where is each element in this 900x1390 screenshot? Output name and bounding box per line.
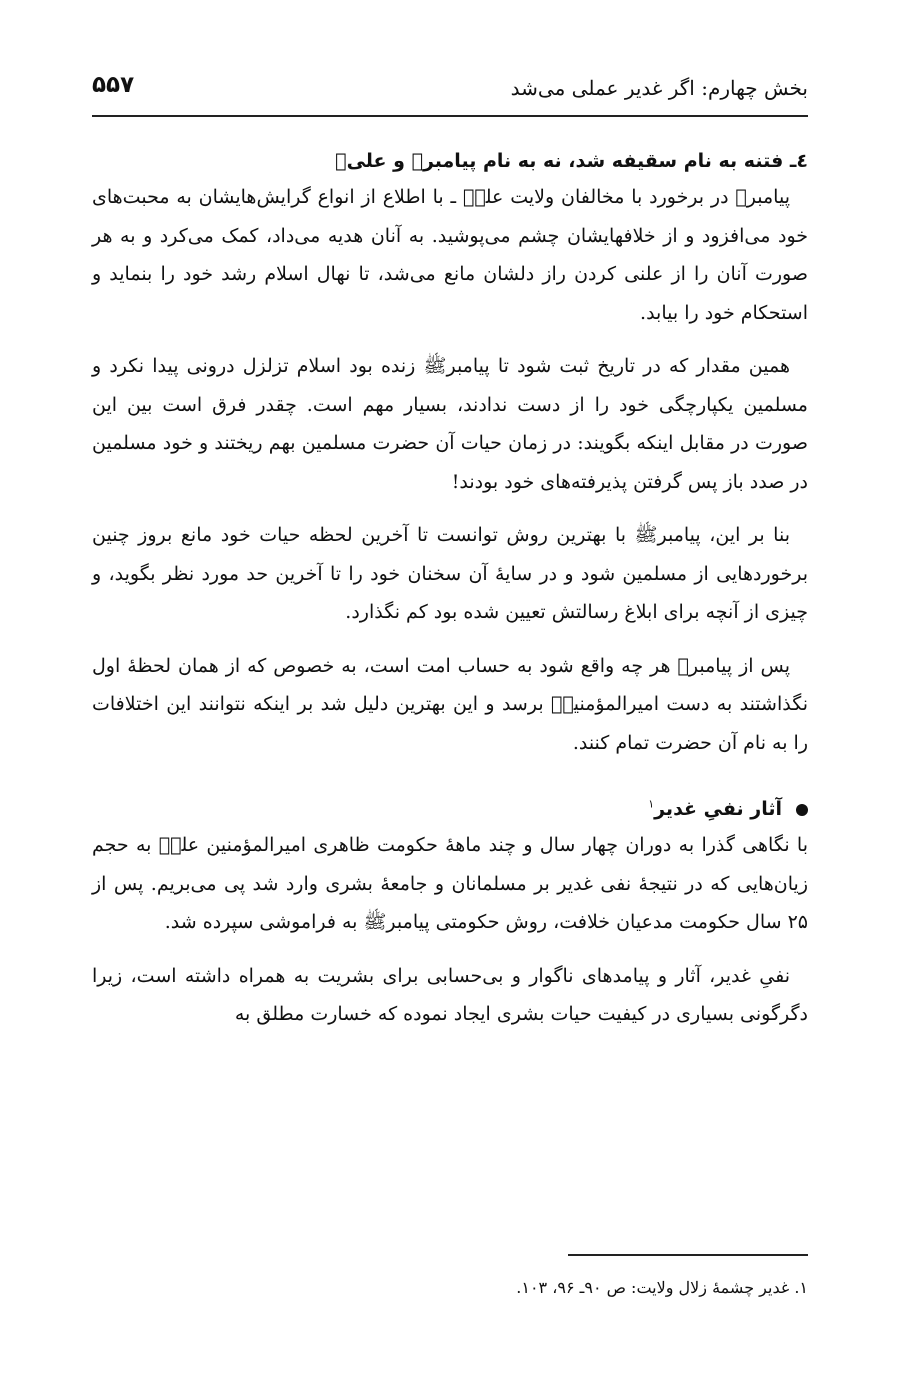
- header-rule: [92, 115, 808, 117]
- page-number: ۵۵۷: [92, 72, 135, 98]
- body-paragraph: بنا بر این، پیامبرﷺ با بهترین روش توانست تا آخرین لحظه حیات خود مانع بروز چنین برخوردهایی از مسلمین شود و در سایهٔ آن سخنان خود را تا آخرین حد مورد نظر بگوید، و چیزی از آنچه برای ابلاغ رسالتش تعیین شده بود کم نگذارد.: [92, 524, 808, 623]
- footnote-reference[interactable]: ۱: [648, 797, 655, 811]
- body-paragraph: همین مقدار که در تاریخ ثبت شود تا پیامبرﷺ زنده بود اسلام تزلزل درونی پیدا نکرد و مسلمین یکپارچگی خود را از دست ندادند، بسیار مهم است. چقدر فرق است بین این صورت در مقابل اینکه بگویند: در زمان حیات آن حضرت مسلمین بهم ریختند و خود مسلمین در صدد باز پس گرفتن پذیرفته‌های خود بودند!: [92, 355, 808, 493]
- subsection-heading-text: آثار نفیِ غدیر: [654, 798, 782, 820]
- section-heading: ٤ـ فتنه به نام سقیفه شد، نه به نام پیامبرﷺ و علیؑ: [335, 150, 808, 172]
- body-paragraph: با نگاهی گذرا به دوران چهار سال و چند ماههٔ حکومت ظاهری امیرالمؤمنین علیؑ به حجم زیان‌هایی که در نتیجهٔ نفی غدیر بر مسلمانان و جامعهٔ بشری وارد شد پی می‌بریم. پس از ۲۵ سال حکومت مدعیان خلافت، روش حکومتی پیامبرﷺ به فراموشی سپرده شد.: [92, 834, 808, 933]
- body-paragraph: نفیِ غدیر، آثار و پیامدهای ناگوار و بی‌حسابی برای بشریت به همراه داشته است، زیرا دگرگونی بسیاری در کیفیت حیات بشری ایجاد نموده که خسارت مطلق به: [92, 964, 808, 1025]
- body-paragraph: پس از پیامبرﷺ هر چه واقع شود به حساب امت است، به خصوص که از همان لحظهٔ اول نگذاشتند به دست امیرالمؤمنینؑ برسد و این بهترین دلیل شد بر اینکه نتوانند این اختلافات را به نام آن حضرت تمام کنند.: [92, 654, 808, 754]
- bullet-icon: [796, 804, 808, 816]
- page-body: [92, 146, 808, 1049]
- page-header: [92, 68, 808, 112]
- running-title: بخش چهارم: اگر غدیر عملی می‌شد: [510, 76, 808, 100]
- body-paragraph: پیامبرﷺ در برخورد با مخالفان ولایت علیؑ ـ با اطلاع از انواع گرایش‌هایشان به محبت‌های خود می‌افزود و از خلافهایشان چشم می‌پوشید. به آنان هدیه می‌داد، کمک می‌کرد و به هر صورت آنان را از علنی کردن راز دلشان مانع می‌شد، تا نهال اسلام رشد خود را بنماید و استحکام خود را بیابد.: [92, 186, 808, 324]
- footnote-rule: [568, 1254, 808, 1256]
- subsection-heading: [92, 792, 808, 826]
- footnote: ۱. غدیر چشمهٔ زلال ولایت: ص ۹۰ـ ۹۶، ۱۰۳.: [516, 1278, 808, 1297]
